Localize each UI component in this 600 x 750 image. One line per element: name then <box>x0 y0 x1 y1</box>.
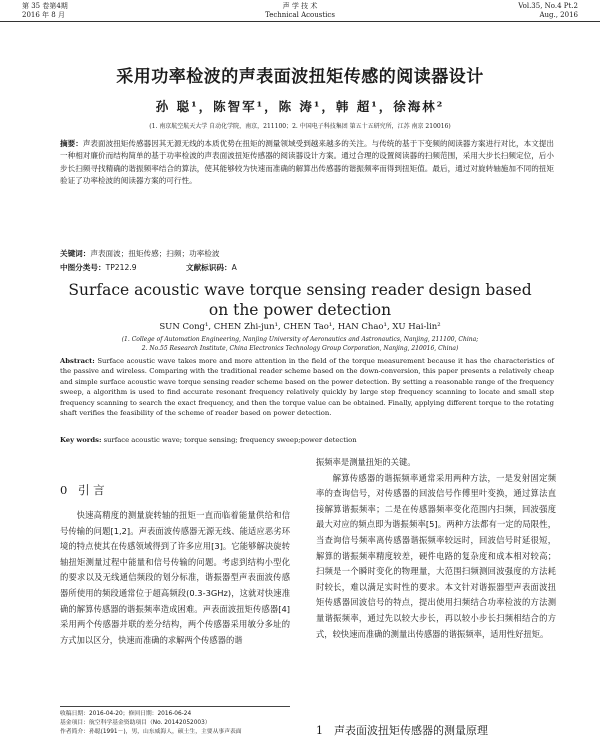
header-journal-cn: 声 学 技 术 <box>282 2 318 10</box>
section-title: 引 言 <box>78 483 105 497</box>
body-column-left <box>60 482 290 648</box>
keywords-en-label: Key words: <box>60 436 102 444</box>
doc-value: A <box>231 263 237 272</box>
section-heading-intro <box>60 482 290 498</box>
footnote-author: 作者简介：孙聪(1991－)，男，山东威海人，硕士生，主要从事声表面 <box>60 729 242 735</box>
header-volume-en: Vol.35, No.4 Pt.2 <box>518 2 578 10</box>
authors-en: SUN Cong¹, CHEN Zhi-jun¹, CHEN Tao¹, HAN Chao¹, XU Hai-lin² <box>159 322 441 332</box>
intro-paragraph-1-continued: 振频率是测量扭矩的关键。 <box>316 457 416 467</box>
authors-cn: 孙 聪¹，陈智军¹，陈 涛¹，韩 超¹，徐海林² <box>155 99 445 114</box>
section-number: 1 <box>316 724 323 737</box>
intro-paragraph-1: 快速高精度的测量旋转轴的扭矩一直而临着能量供给和信号传输的问题[1,2]。声表面波传感器无源无线、能适应恶劣环境的特点使其在传感领域得到了许多应用[3]。它能够解决旋转轴扭矩测量过程中能量和信号传输的问题。考虑到结构小型化的要求以及无线通信频段的划分标准，谐振器型声表面波传感器所使用的频段通常位于超高频段(0.3-3GHz)，这就对快速准确的解算传感器的谐振频率造成困难。声表面波扭矩传感器[4]采用两个传感器并联的差分结构，两个传感器采用敏分多址的方式加以区分，快速而准确的求解两个传感器的谐 <box>60 510 290 645</box>
header-date-en: Aug., 2016 <box>539 11 578 19</box>
footnote-received: 收稿日期：2016-04-20；修回日期：2016-06-24 <box>60 711 192 717</box>
keywords-en-text: surface acoustic wave; torque sensing; frequency sweep;power detection <box>103 436 357 444</box>
intro-paragraph-2: 解算传感器的谐振频率通常采用两种方法，一是发射固定频率的查询信号，对传感器的回波信号作傅里叶变换，通过算法直接解算谐振频率；二是在传感器频率变化范围内扫频，回波强度最大对应的频点即为谐振频率[5]。两种方法都有一定的局限性，当查询信号频率离传感器谐振频率较远时，回波信号时延很短，解算的谐振频率精度较差，硬件电路的复杂度和成本相对较高；扫频是一个瞬时变化的物理量，大范围扫频测回波强度的方法耗时较长，难以满足实时性的要求。本文针对谐振器型声表面波扭矩传感器回波信号的特点，提出使用扫频结合功率检波的方法测量谐振频率，通过先以较大步长，再以较小步长扫频相结合的方式，较快速而准确的测量出传感器的谐振频率，适用性好扭矩。 <box>316 472 556 639</box>
affiliation-cn: (1. 南京航空航天大学 自动化学院，南京，211100；2. 中国电子科技集团 第五十五研究所，江苏 南京 210016) <box>149 123 451 130</box>
affiliation-en <box>0 335 600 353</box>
clc-label: 中图分类号： <box>60 263 106 272</box>
keywords-en <box>60 436 554 444</box>
footnotes <box>60 710 300 737</box>
header-right <box>518 2 578 20</box>
header-date: 2016 年 8 月 <box>22 11 65 19</box>
header-journal-en: Technical Acoustics <box>265 11 335 19</box>
clc-value: TP212.9 <box>105 263 137 272</box>
doc-label: 文献标识码： <box>186 263 232 272</box>
keywords-cn-label: 关键词： <box>60 249 91 258</box>
abstract-cn-label: 摘要： <box>60 139 83 148</box>
abstract-cn <box>60 138 554 187</box>
paper-title-en: Surface acoustic wave torque sensing reader design based on the power detection <box>68 281 532 319</box>
doc-code <box>186 262 237 273</box>
body-column-right <box>316 455 556 642</box>
running-header <box>0 0 600 22</box>
header-volume: 第 35 卷第4期 <box>22 2 68 10</box>
section-heading-principle <box>316 722 488 738</box>
keywords-cn <box>60 248 554 259</box>
keywords-cn-text: 声表面波；扭矩传感；扫频；功率检波 <box>90 249 220 258</box>
section-title: 声表面波扭矩传感器的测量原理 <box>334 724 488 737</box>
header-center <box>0 2 600 20</box>
abstract-en-label: Abstract: <box>60 357 95 365</box>
section-number: 0 <box>60 483 68 497</box>
classification-line <box>60 262 554 273</box>
abstract-cn-text: 声表面波扭矩传感器因其无源无线的本质优势在扭矩的测量领域受到越来越多的关注。与传统的基于下变频的阅读器方案进行对比，本文提出一种相对廉价而结构简单的基于功率检波的声表面波扭矩传感器的阅读器设计方案。通过合理的设置阅读器的扫频范围，采用大步长扫频定位，后小步长扫频寻找精确的谐振频率结合的算法，使其能够较为快速而准确的解算出传感器的谐振频率而得到扭矩值。最后，通过对旋转轴施加不同的扭矩验证了功率检波的阅读器方案的可行性。 <box>60 139 555 185</box>
abstract-en-text: Surface acoustic wave takes more and more attention in the field of the torque measurement because it has the characteristics of the passive and wireless. Comparing with the traditional reader scheme based on the down-conversion, this paper presents a relatively cheap and simple surface acoustic wave torque sensing reader scheme based on the power detection. By setting a reasonable range of the frequency sweep, a algorithm is used to find accurate resonant frequency relatively quickly by large step frequency scanning to locate and small step frequency scanning to search the exact frequency, and then the torque value can be obtained. Finally, applying different torque to the rotating shaft verifies the feasibility of the scheme of reader based on power detection. <box>60 357 554 418</box>
affiliation-en-1: (1. College of Automation Engineering, Nanjing University of Aeronautics and Astronautics, Nanjing, 211100, China; <box>121 336 479 343</box>
footnote-divider <box>60 706 290 707</box>
abstract-en <box>60 356 554 418</box>
affiliation-en-2: 2. No.55 Research Institute, China Electronics Technology Group Corporation, Nanjing, 210016, China) <box>141 345 459 352</box>
paper-title-cn: 采用功率检波的声表面波扭矩传感的阅读器设计 <box>116 67 484 87</box>
footnote-fund: 基金项目：航空科学基金资助项目（No. 20142052003） <box>60 720 211 726</box>
